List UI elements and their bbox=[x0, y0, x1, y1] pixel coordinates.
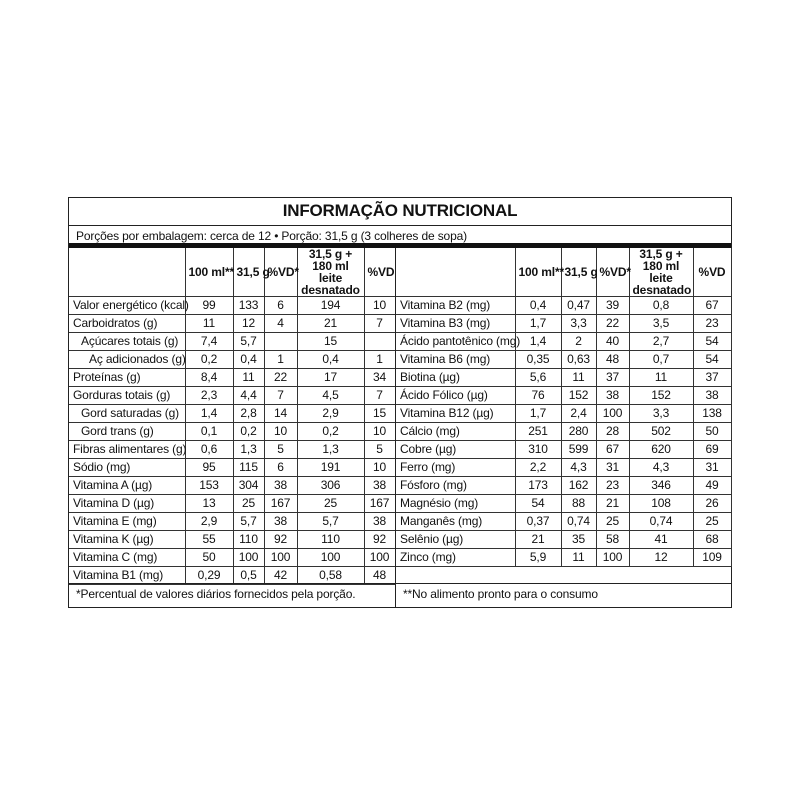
nutrient-value: 21 bbox=[596, 495, 629, 513]
nutrient-name: Açúcares totais (g) bbox=[69, 333, 185, 351]
table-row bbox=[69, 513, 395, 531]
table-header-row bbox=[396, 248, 731, 297]
table-row bbox=[396, 441, 731, 459]
nutrition-facts-panel bbox=[68, 197, 732, 608]
nutrient-value: 2,4 bbox=[561, 405, 596, 423]
nutrient-name: Fósforo (mg) bbox=[396, 477, 515, 495]
table-row bbox=[396, 495, 731, 513]
nutrient-value: 5,9 bbox=[515, 549, 561, 567]
nutrient-value: 13 bbox=[185, 495, 233, 513]
panel-title: INFORMAÇÃO NUTRICIONAL bbox=[282, 201, 518, 220]
column-header: %VD bbox=[693, 248, 731, 297]
nutrient-value: 346 bbox=[629, 477, 693, 495]
nutrient-value: 167 bbox=[364, 495, 395, 513]
nutrient-value: 100 bbox=[297, 549, 364, 567]
nutrient-value: 109 bbox=[693, 549, 731, 567]
nutrient-value: 0,6 bbox=[185, 441, 233, 459]
table-row bbox=[396, 351, 731, 369]
nutrient-value: 100 bbox=[596, 549, 629, 567]
table-row bbox=[396, 315, 731, 333]
nutrient-name: Vitamina B1 (mg) bbox=[69, 567, 185, 585]
column-header: %VD* bbox=[264, 248, 297, 297]
title-divider bbox=[69, 225, 731, 226]
table-row bbox=[396, 531, 731, 549]
column-divider bbox=[395, 248, 396, 607]
nutrient-value: 152 bbox=[629, 387, 693, 405]
nutrient-value: 502 bbox=[629, 423, 693, 441]
table-header-row bbox=[69, 248, 395, 297]
nutrient-value: 2,7 bbox=[629, 333, 693, 351]
nutrient-name: Fibras alimentares (g) bbox=[69, 441, 185, 459]
footnote-ready-to-consume: **No alimento pronto para o consumo bbox=[403, 587, 598, 601]
nutrient-value: 76 bbox=[515, 387, 561, 405]
nutrient-value: 100 bbox=[364, 549, 395, 567]
table-row bbox=[396, 387, 731, 405]
table-row bbox=[69, 315, 395, 333]
nutrient-value: 31 bbox=[693, 459, 731, 477]
nutrient-name: Vitamina D (µg) bbox=[69, 495, 185, 513]
nutrient-value: 21 bbox=[515, 531, 561, 549]
nutrient-name: Ácido Fólico (µg) bbox=[396, 387, 515, 405]
nutrient-value: 11 bbox=[629, 369, 693, 387]
table-row bbox=[69, 333, 395, 351]
nutrient-value: 4,5 bbox=[297, 387, 364, 405]
nutrient-name: Vitamina A (µg) bbox=[69, 477, 185, 495]
nutrient-value: 0,35 bbox=[515, 351, 561, 369]
nutrient-value: 167 bbox=[264, 495, 297, 513]
nutrient-value: 173 bbox=[515, 477, 561, 495]
nutrient-name: Gord trans (g) bbox=[69, 423, 185, 441]
table-row bbox=[69, 369, 395, 387]
nutrient-value: 11 bbox=[561, 549, 596, 567]
nutrient-value: 5,6 bbox=[515, 369, 561, 387]
nutrient-name: Magnésio (mg) bbox=[396, 495, 515, 513]
nutrient-value: 1,3 bbox=[233, 441, 264, 459]
nutrient-value: 38 bbox=[264, 513, 297, 531]
nutrient-name: Selênio (µg) bbox=[396, 531, 515, 549]
nutrient-value: 1,4 bbox=[185, 405, 233, 423]
nutrient-value: 28 bbox=[596, 423, 629, 441]
nutrient-value: 4,3 bbox=[629, 459, 693, 477]
nutrient-name: Vitamina E (mg) bbox=[69, 513, 185, 531]
table-row bbox=[69, 405, 395, 423]
nutrient-value: 11 bbox=[233, 369, 264, 387]
nutrient-value: 95 bbox=[185, 459, 233, 477]
nutrient-value: 50 bbox=[693, 423, 731, 441]
nutrient-value: 0,5 bbox=[233, 567, 264, 585]
nutrient-name: Manganês (mg) bbox=[396, 513, 515, 531]
table-row bbox=[69, 477, 395, 495]
nutrient-name: Proteínas (g) bbox=[69, 369, 185, 387]
nutrient-value: 0,47 bbox=[561, 297, 596, 315]
nutrient-value: 21 bbox=[297, 315, 364, 333]
nutrient-value: 0,63 bbox=[561, 351, 596, 369]
nutrient-value: 0,1 bbox=[185, 423, 233, 441]
nutrient-value: 0,2 bbox=[297, 423, 364, 441]
nutrient-value: 5,7 bbox=[297, 513, 364, 531]
nutrient-value: 39 bbox=[596, 297, 629, 315]
nutrient-table-left bbox=[69, 248, 396, 585]
table-row bbox=[69, 441, 395, 459]
nutrient-value: 4,3 bbox=[561, 459, 596, 477]
column-header: 31,5 g + 180 ml leite desnatado bbox=[629, 248, 693, 297]
nutrient-value: 10 bbox=[364, 423, 395, 441]
nutrient-value: 69 bbox=[693, 441, 731, 459]
nutrient-value: 1,4 bbox=[515, 333, 561, 351]
nutrient-value: 1 bbox=[264, 351, 297, 369]
nutrient-value: 11 bbox=[561, 369, 596, 387]
nutrient-value: 310 bbox=[515, 441, 561, 459]
nutrient-value: 5,7 bbox=[233, 513, 264, 531]
table-row bbox=[396, 513, 731, 531]
nutrient-value: 25 bbox=[596, 513, 629, 531]
nutrient-value: 599 bbox=[561, 441, 596, 459]
nutrient-value: 58 bbox=[596, 531, 629, 549]
nutrient-value: 0,7 bbox=[629, 351, 693, 369]
nutrient-value: 0,58 bbox=[297, 567, 364, 585]
nutrient-value: 6 bbox=[264, 459, 297, 477]
nutrient-value: 0,4 bbox=[515, 297, 561, 315]
nutrient-name: Vitamina B6 (mg) bbox=[396, 351, 515, 369]
nutrient-value: 7 bbox=[364, 315, 395, 333]
nutrient-value: 10 bbox=[364, 297, 395, 315]
column-header: %VD bbox=[364, 248, 395, 297]
nutrient-value: 162 bbox=[561, 477, 596, 495]
nutrient-value: 110 bbox=[297, 531, 364, 549]
nutrient-value: 38 bbox=[364, 477, 395, 495]
table-row bbox=[69, 567, 395, 585]
nutrient-name: Valor energético (kcal) bbox=[69, 297, 185, 315]
nutrient-value: 100 bbox=[264, 549, 297, 567]
nutrient-value: 4 bbox=[264, 315, 297, 333]
nutrient-name: Zinco (mg) bbox=[396, 549, 515, 567]
nutrient-value: 0,4 bbox=[297, 351, 364, 369]
nutrient-value: 620 bbox=[629, 441, 693, 459]
nutrient-name: Ferro (mg) bbox=[396, 459, 515, 477]
nutrient-value: 48 bbox=[364, 567, 395, 585]
nutrient-value: 12 bbox=[233, 315, 264, 333]
nutrient-value: 191 bbox=[297, 459, 364, 477]
nutrient-value: 48 bbox=[596, 351, 629, 369]
column-header: 31,5 g + 180 ml leite desnatado bbox=[297, 248, 364, 297]
nutrient-value: 15 bbox=[364, 405, 395, 423]
nutrient-value: 306 bbox=[297, 477, 364, 495]
column-header: 31,5 g bbox=[561, 248, 596, 297]
nutrient-value: 22 bbox=[264, 369, 297, 387]
nutrient-value: 304 bbox=[233, 477, 264, 495]
column-header: 100 ml** bbox=[515, 248, 561, 297]
nutrient-value: 2,2 bbox=[515, 459, 561, 477]
column-header: %VD* bbox=[596, 248, 629, 297]
nutrient-value: 0,2 bbox=[233, 423, 264, 441]
nutrient-value: 17 bbox=[297, 369, 364, 387]
nutrient-value: 15 bbox=[297, 333, 364, 351]
nutrient-value: 100 bbox=[596, 405, 629, 423]
nutrient-value: 5 bbox=[264, 441, 297, 459]
table-row bbox=[69, 531, 395, 549]
nutrient-value: 280 bbox=[561, 423, 596, 441]
nutrient-name: Sódio (mg) bbox=[69, 459, 185, 477]
nutrient-value: 38 bbox=[693, 387, 731, 405]
table-row bbox=[396, 423, 731, 441]
nutrient-value: 99 bbox=[185, 297, 233, 315]
table-row bbox=[69, 297, 395, 315]
table-row bbox=[69, 351, 395, 369]
table-row bbox=[69, 495, 395, 513]
nutrient-value: 152 bbox=[561, 387, 596, 405]
nutrient-name: Cobre (µg) bbox=[396, 441, 515, 459]
nutrient-value: 31 bbox=[596, 459, 629, 477]
nutrient-value: 34 bbox=[364, 369, 395, 387]
nutrient-value: 12 bbox=[629, 549, 693, 567]
nutrient-value: 1,7 bbox=[515, 405, 561, 423]
footer-divider bbox=[69, 583, 731, 584]
nutrient-value: 37 bbox=[596, 369, 629, 387]
nutrient-value: 3,3 bbox=[629, 405, 693, 423]
nutrient-value: 55 bbox=[185, 531, 233, 549]
nutrient-value: 38 bbox=[264, 477, 297, 495]
nutrient-value: 2,9 bbox=[185, 513, 233, 531]
nutrient-value: 92 bbox=[364, 531, 395, 549]
nutrient-value: 0,4 bbox=[233, 351, 264, 369]
table-row bbox=[69, 387, 395, 405]
nutrient-value: 100 bbox=[233, 549, 264, 567]
nutrient-value: 3,3 bbox=[561, 315, 596, 333]
footnote-percent-daily-value: *Percentual de valores diários fornecidos pela porção. bbox=[76, 587, 356, 601]
nutrient-value: 10 bbox=[364, 459, 395, 477]
column-header: 31,5 g bbox=[233, 248, 264, 297]
nutrient-name: Vitamina B2 (mg) bbox=[396, 297, 515, 315]
nutrient-value: 0,8 bbox=[629, 297, 693, 315]
nutrient-value: 38 bbox=[364, 513, 395, 531]
nutrient-name: Cálcio (mg) bbox=[396, 423, 515, 441]
nutrient-value: 2,3 bbox=[185, 387, 233, 405]
table-row bbox=[396, 549, 731, 567]
nutrient-value: 2,9 bbox=[297, 405, 364, 423]
table-row bbox=[396, 459, 731, 477]
nutrient-value: 251 bbox=[515, 423, 561, 441]
nutrient-name: Vitamina K (µg) bbox=[69, 531, 185, 549]
nutrient-value: 54 bbox=[693, 333, 731, 351]
nutrient-value bbox=[264, 333, 297, 351]
table-row bbox=[69, 459, 395, 477]
table-row bbox=[396, 333, 731, 351]
nutrient-value: 37 bbox=[693, 369, 731, 387]
nutrient-value: 0,2 bbox=[185, 351, 233, 369]
nutrient-name: Gorduras totais (g) bbox=[69, 387, 185, 405]
nutrient-value: 88 bbox=[561, 495, 596, 513]
table-row bbox=[396, 369, 731, 387]
nutrient-name: Biotina (µg) bbox=[396, 369, 515, 387]
nutrient-value: 67 bbox=[693, 297, 731, 315]
table-row bbox=[69, 549, 395, 567]
nutrient-value: 138 bbox=[693, 405, 731, 423]
nutrient-value: 10 bbox=[264, 423, 297, 441]
nutrient-value: 5,7 bbox=[233, 333, 264, 351]
nutrient-value: 8,4 bbox=[185, 369, 233, 387]
table-row bbox=[69, 423, 395, 441]
nutrient-value: 0,37 bbox=[515, 513, 561, 531]
table-row bbox=[396, 477, 731, 495]
nutrient-value: 0,29 bbox=[185, 567, 233, 585]
nutrient-value: 35 bbox=[561, 531, 596, 549]
nutrient-value: 133 bbox=[233, 297, 264, 315]
nutrient-value: 2 bbox=[561, 333, 596, 351]
nutrient-name: Ácido pantotênico (mg) bbox=[396, 333, 515, 351]
nutrient-value: 115 bbox=[233, 459, 264, 477]
nutrient-name: Carboidratos (g) bbox=[69, 315, 185, 333]
nutrient-value: 38 bbox=[596, 387, 629, 405]
table-row bbox=[396, 297, 731, 315]
nutrient-value: 23 bbox=[693, 315, 731, 333]
nutrient-value: 11 bbox=[185, 315, 233, 333]
nutrient-table-right bbox=[396, 248, 732, 567]
nutrient-value: 14 bbox=[264, 405, 297, 423]
nutrient-value: 153 bbox=[185, 477, 233, 495]
nutrient-value: 41 bbox=[629, 531, 693, 549]
nutrient-name: Vitamina B3 (mg) bbox=[396, 315, 515, 333]
nutrient-value: 4,4 bbox=[233, 387, 264, 405]
nutrient-value: 7 bbox=[364, 387, 395, 405]
nutrient-value: 1,7 bbox=[515, 315, 561, 333]
nutrient-value: 3,5 bbox=[629, 315, 693, 333]
nutrient-value: 7 bbox=[264, 387, 297, 405]
nutrient-value: 26 bbox=[693, 495, 731, 513]
nutrient-value: 67 bbox=[596, 441, 629, 459]
nutrient-value: 50 bbox=[185, 549, 233, 567]
nutrient-value: 25 bbox=[297, 495, 364, 513]
nutrient-value: 25 bbox=[693, 513, 731, 531]
nutrient-value bbox=[364, 333, 395, 351]
nutrient-name: Aç adicionados (g) bbox=[69, 351, 185, 369]
nutrient-value: 5 bbox=[364, 441, 395, 459]
nutrient-value: 108 bbox=[629, 495, 693, 513]
nutrient-value: 40 bbox=[596, 333, 629, 351]
header-blank-cell bbox=[69, 248, 185, 297]
nutrient-value: 1,3 bbox=[297, 441, 364, 459]
nutrient-value: 23 bbox=[596, 477, 629, 495]
nutrient-name: Vitamina B12 (µg) bbox=[396, 405, 515, 423]
nutrient-name: Vitamina C (mg) bbox=[69, 549, 185, 567]
nutrient-value: 2,8 bbox=[233, 405, 264, 423]
nutrient-value: 0,74 bbox=[629, 513, 693, 531]
nutrient-value: 6 bbox=[264, 297, 297, 315]
nutrient-value: 54 bbox=[515, 495, 561, 513]
nutrient-value: 42 bbox=[264, 567, 297, 585]
nutrient-value: 92 bbox=[264, 531, 297, 549]
nutrient-value: 1 bbox=[364, 351, 395, 369]
nutrient-value: 0,74 bbox=[561, 513, 596, 531]
nutrient-value: 110 bbox=[233, 531, 264, 549]
nutrient-value: 54 bbox=[693, 351, 731, 369]
nutrient-name: Gord saturadas (g) bbox=[69, 405, 185, 423]
header-blank-cell bbox=[396, 248, 515, 297]
nutrient-value: 22 bbox=[596, 315, 629, 333]
column-header: 100 ml** bbox=[185, 248, 233, 297]
table-row bbox=[396, 405, 731, 423]
nutrient-value: 7,4 bbox=[185, 333, 233, 351]
nutrient-value: 25 bbox=[233, 495, 264, 513]
nutrient-value: 49 bbox=[693, 477, 731, 495]
portion-line: Porções por embalagem: cerca de 12 • Porção: 31,5 g (3 colheres de sopa) bbox=[76, 229, 467, 243]
nutrient-value: 194 bbox=[297, 297, 364, 315]
nutrient-value: 68 bbox=[693, 531, 731, 549]
